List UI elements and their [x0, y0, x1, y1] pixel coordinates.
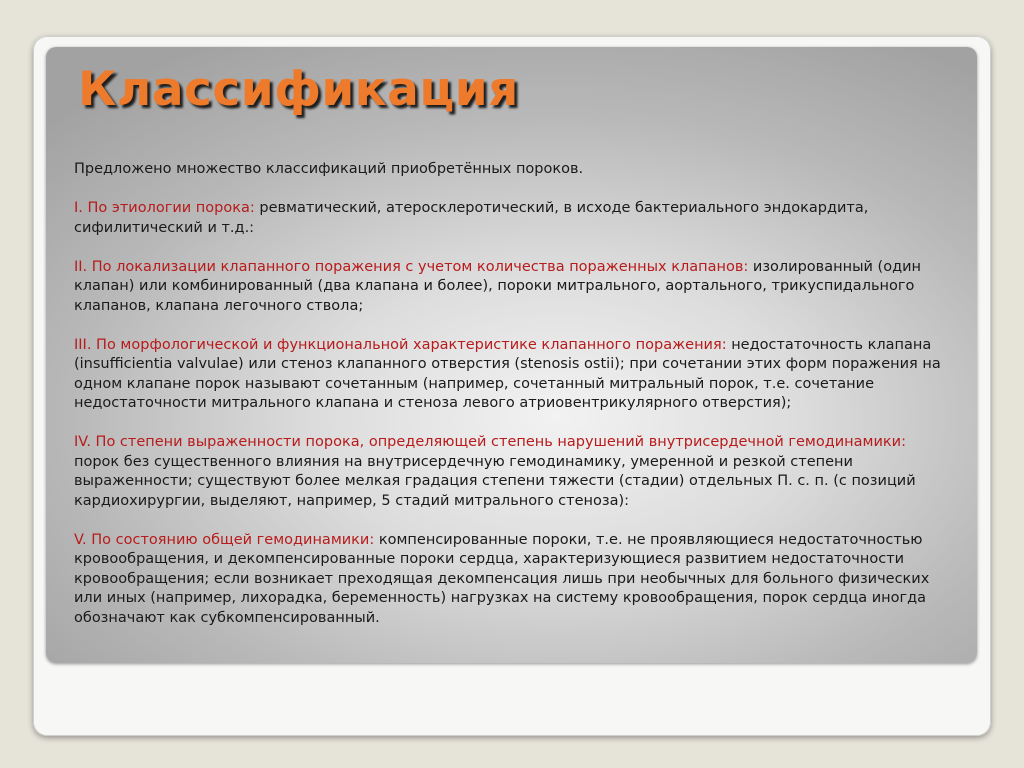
section-text: ревматический, атеросклеротический, в исходе бактериального эндокардита, сифилитический и т.д.: [74, 200, 869, 236]
section-text: порок без существенного влияния на внутрисердечную гемодинамику, умеренной и резкой степени выраженности; существуют более мелкая градация степени тяжести (стадии) отдельных П. с. п. (с позиций кардиохирургии, выделяют, например, 5 стадий митрального стеноза): [74, 453, 916, 509]
slide-title: Классификация [78, 62, 519, 117]
section-text: компенсированные пороки, т.е. не проявляющиеся недостаточностью кровообращения, и декомпенсированные пороки сердца, характеризующиеся развитием недостаточности кровообращения; если возникает преходящая декомпенсация лишь при необычных для больного физических или иных (например, лихорадка, беременность) нагрузках на систему кровообращения, порок сердца иногда обозначают как субкомпенсированный. [74, 531, 930, 626]
section-severity [74, 433, 954, 511]
section-heading: IV. По степени выраженности порока, определяющей степень нарушений внутрисердечной гемодинамики: [74, 434, 906, 450]
section-heading: III. По морфологической и функциональной характеристике клапанного поражения: [74, 336, 727, 353]
section-text: изолированный (один клапан) или комбинированный (два клапана и более), пороки митрального, аортального, трикуспидального клапанов, клапана легочного ствола; [74, 258, 922, 314]
section-heading: II. По локализации клапанного поражения с учетом количества пораженных клапанов: [74, 258, 749, 275]
section-heading: I. По этиологии порока: [74, 200, 255, 216]
section-text: недостаточность клапана (insufficientia valvulae) или стеноз клапанного отверстия (stenosis ostii); при сочетании этих форм поражения на одном клапане порок называют сочетанным (например, сочетанный митральный порок, т.е. сочетание недостаточности митрального клапана и стеноза левого атриовентрикулярного отверстия); [74, 336, 941, 411]
section-localization [74, 258, 954, 317]
section-etiology [74, 199, 954, 238]
slide-body [74, 160, 954, 648]
section-morphology [74, 336, 954, 414]
section-hemodynamics [74, 531, 954, 629]
intro-paragraph: Предложено множество классификаций приобретённых пороков. [74, 161, 584, 177]
section-heading: V. По состоянию общей гемодинамики: [74, 531, 375, 548]
